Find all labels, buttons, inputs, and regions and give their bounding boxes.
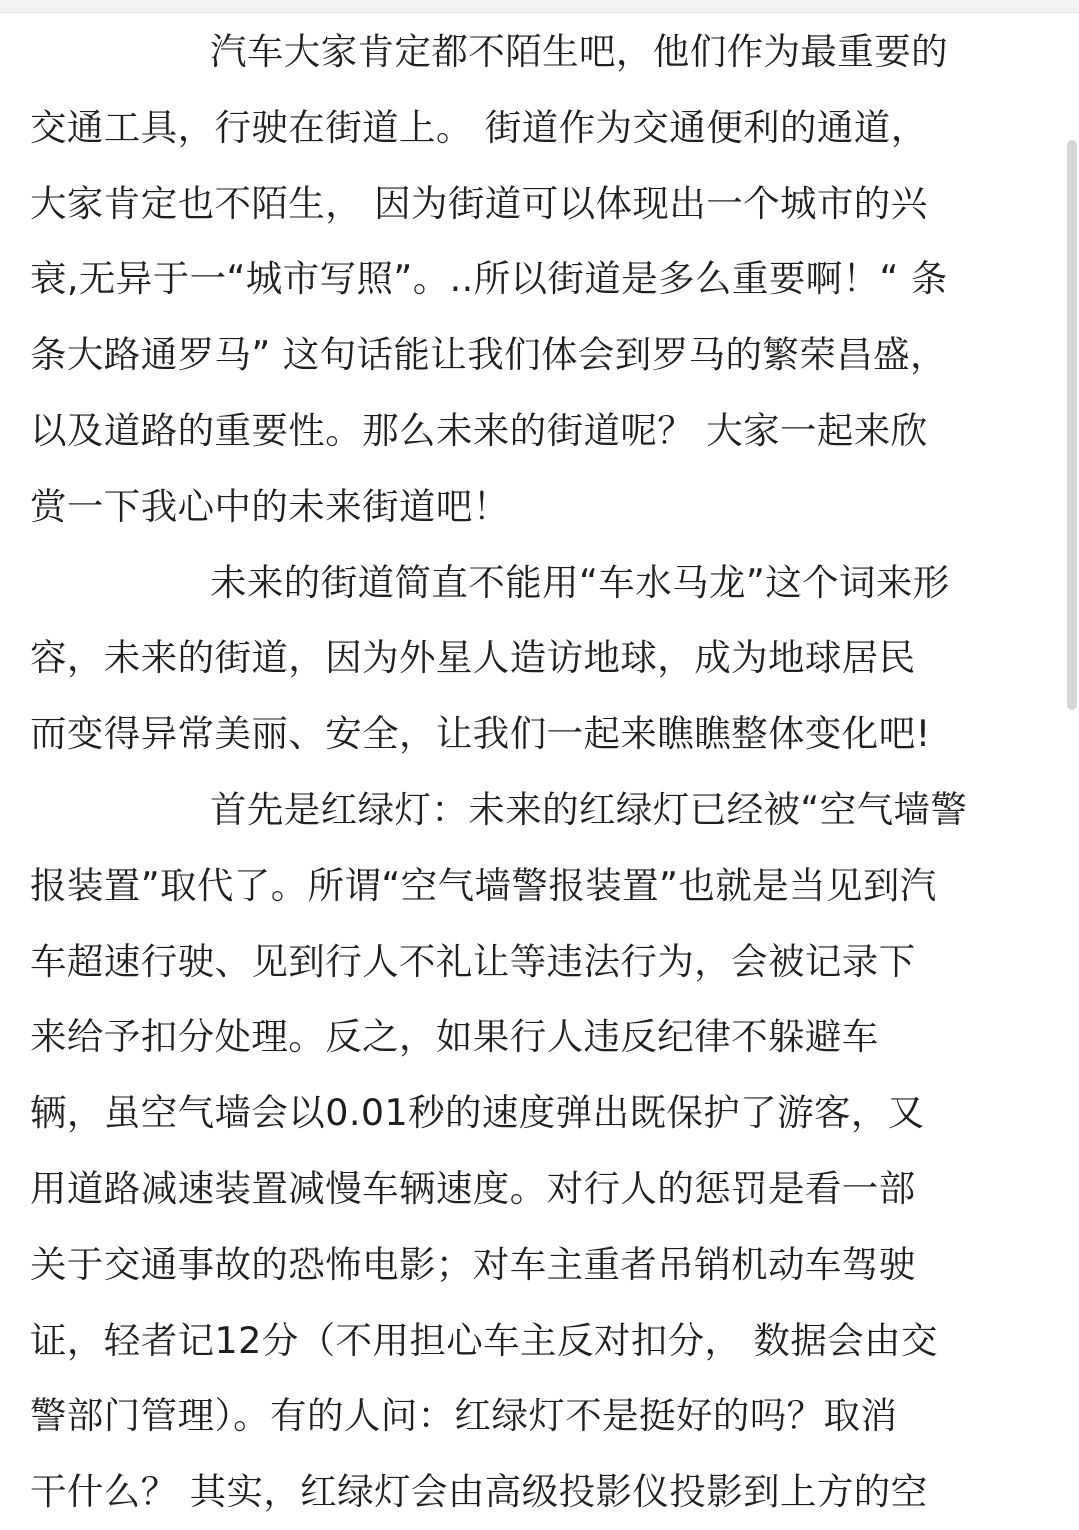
paragraph-1-line-3: 大家肯定也不陌生， 因为街道可以体现出一个城市的兴 <box>30 181 928 225</box>
paragraph-3-line-7: 关于交通事故的恐怖电影；对车主重者吊销机动车驾驶 <box>30 1242 916 1286</box>
article-body <box>30 14 1050 1530</box>
paragraph-1-line-7: 赏一下我心中的未来街道吧！ <box>30 484 510 528</box>
scrollbar-thumb[interactable] <box>1067 140 1077 710</box>
paragraph-3-line-9: 警部门管理）。有的人问：红绿灯不是挺好的吗？取消 <box>30 1394 898 1438</box>
paragraph-1-line-6: 以及道路的重要性。那么未来的街道呢？ 大家一起来欣 <box>30 408 928 452</box>
paragraph-2-line-1: 未来的街道简直不能用“车水马龙”这个词来形 <box>210 560 950 604</box>
paragraph-3-line-3: 车超速行驶、见到行人不礼让等违法行为，会被记录下 <box>30 939 916 983</box>
paragraph-1-line-4: 衰,无异于一“城市写照”。..所以街道是多么重要啊！“ 条 <box>30 257 948 301</box>
paragraph-3-line-4: 来给予扣分处理。反之，如果行人违反纪律不躲避车 <box>30 1015 879 1059</box>
paragraph-3-line-8: 证，轻者记12分（不用担心车主反对扣分， 数据会由交 <box>30 1318 938 1362</box>
paragraph-3-line-2: 报装置”取代了。所谓“空气墙警报装置”也就是当见到汽 <box>30 863 937 907</box>
paragraph-1-line-2: 交通工具，行驶在街道上。 街道作为交通便利的通道， <box>30 105 928 149</box>
paragraph-2-line-2: 容，未来的街道，因为外星人造访地球，成为地球居民 <box>30 636 916 680</box>
paragraph-1-line-5: 条大路通罗马” 这句话能让我们体会到罗马的繁荣昌盛， <box>30 333 947 377</box>
top-divider <box>0 0 1079 13</box>
paragraph-2-line-3: 而变得异常美丽、安全，让我们一起来瞧瞧整体变化吧! <box>30 712 931 756</box>
paragraph-3-line-10: 干什么？ 其实，红绿灯会由高级投影仪投影到上方的空 <box>30 1470 928 1514</box>
paragraph-3-line-5: 辆，虽空气墙会以0.01秒的速度弹出既保护了游客，又 <box>30 1091 925 1135</box>
paragraph-1-line-1: 汽车大家肯定都不陌生吧，他们作为最重要的 <box>210 30 948 73</box>
paragraph-3-line-1: 首先是红绿灯：未来的红绿灯已经被“空气墙警 <box>210 787 968 831</box>
paragraph-3-line-6: 用道路减速装置减慢车辆速度。对行人的惩罚是看一部 <box>30 1166 916 1210</box>
vertical-scrollbar[interactable] <box>1065 140 1079 710</box>
